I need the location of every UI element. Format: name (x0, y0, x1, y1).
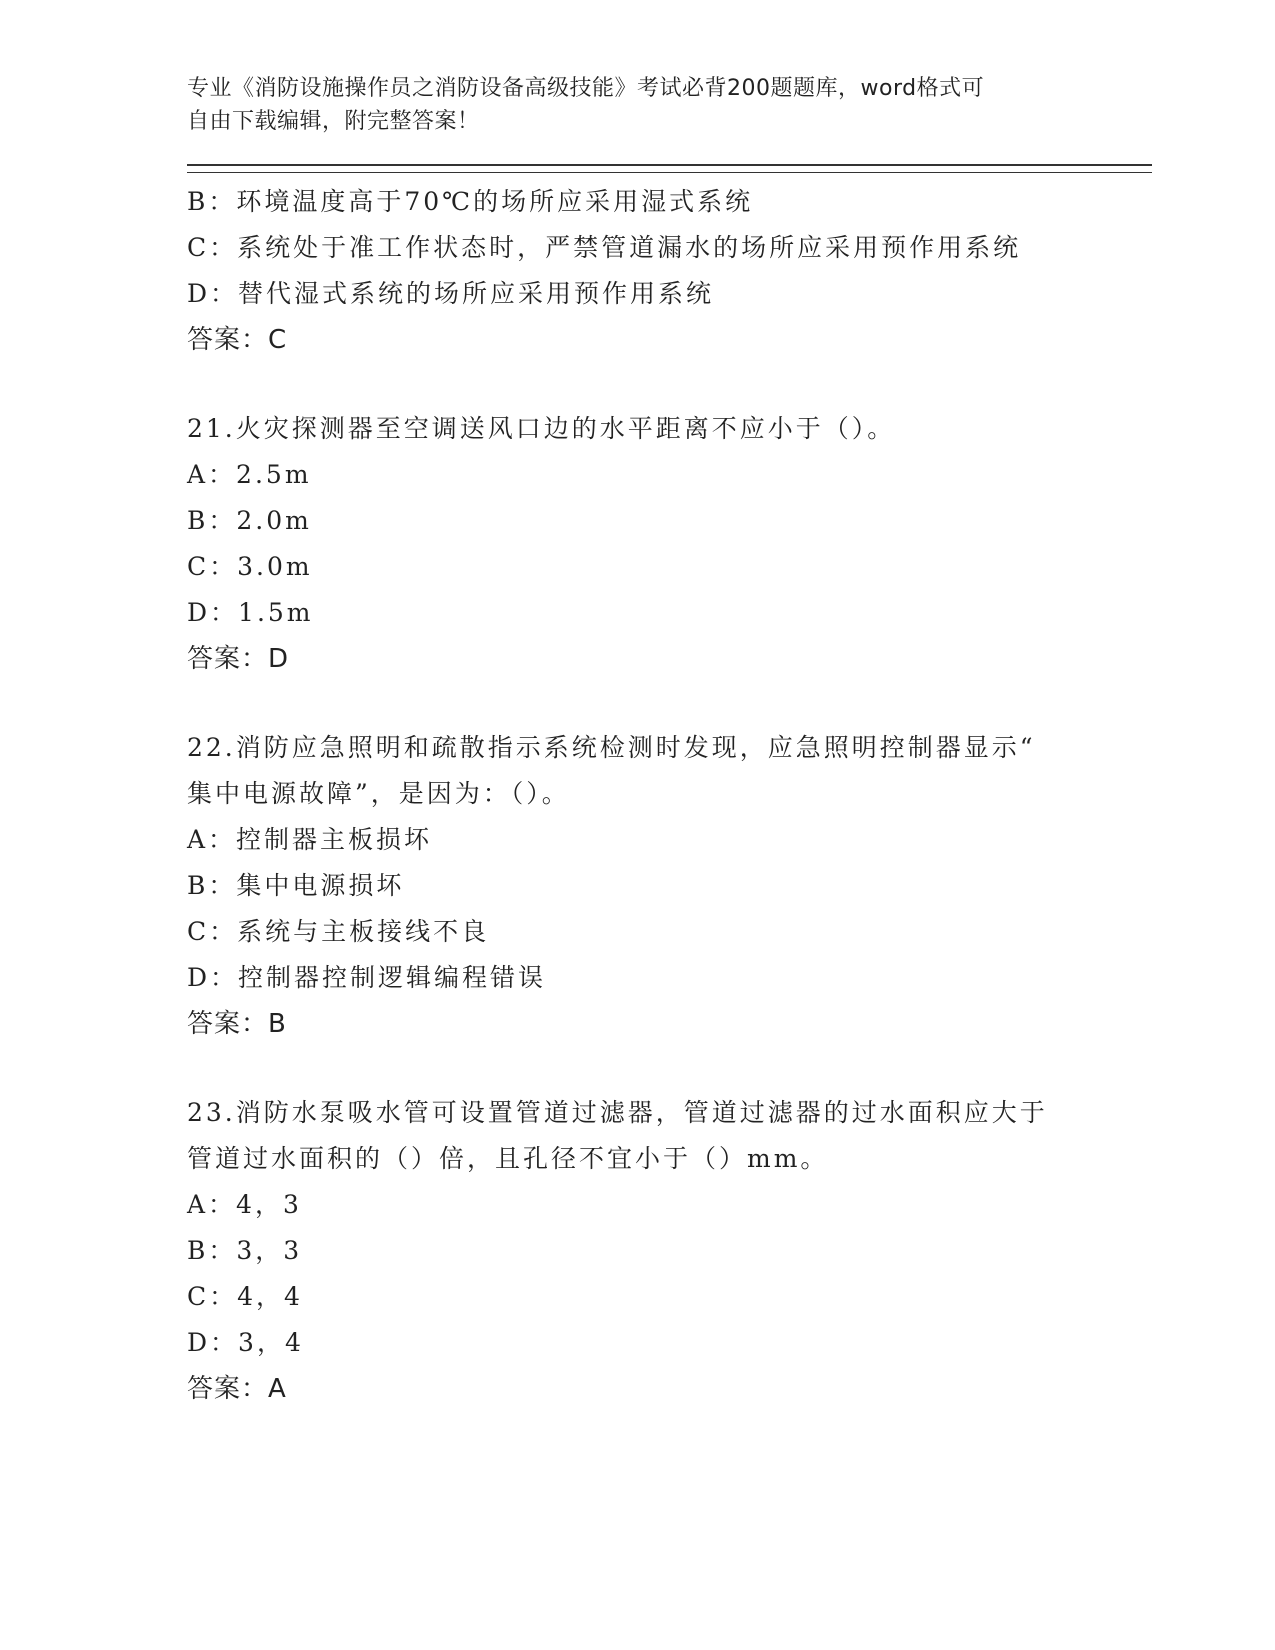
question-stem-line-1: 22.消防应急照明和疏散指示系统检测时发现，应急照明控制器显示“ (187, 733, 1036, 762)
answer-line: 答案：A (187, 1374, 287, 1404)
question-content (187, 179, 1152, 1412)
option-d: D：3，4 (187, 1328, 304, 1357)
option-c: C：系统处于准工作状态时，严禁管道漏水的场所应采用预作用系统 (187, 233, 1022, 262)
option-a: A：控制器主板损坏 (187, 825, 433, 854)
option-b: B：环境温度高于70℃的场所应采用湿式系统 (187, 187, 754, 216)
option-d: D：1.5m (187, 598, 314, 627)
question-23 (187, 1090, 1152, 1412)
option-b: B：3，3 (187, 1236, 303, 1265)
header-divider (187, 164, 1152, 173)
option-b: B：2.0m (187, 506, 312, 535)
answer-line: 答案：C (187, 325, 288, 355)
option-c: C：系统与主板接线不良 (187, 917, 490, 946)
option-c: C：3.0m (187, 552, 313, 581)
question-stem: 21.火灾探测器至空调送风口边的水平距离不应小于（）。 (187, 414, 896, 443)
answer-line: 答案：B (187, 1009, 287, 1039)
document-page (187, 72, 1152, 1412)
answer-line: 答案：D (187, 644, 290, 674)
question-22 (187, 725, 1152, 1047)
continued-question (187, 179, 1152, 363)
question-stem-line-1: 23.消防水泵吸水管可设置管道过滤器，管道过滤器的过水面积应大于 (187, 1098, 1048, 1127)
question-stem-line-2: 管道过水面积的（）倍，且孔径不宜小于（）mm。 (187, 1144, 829, 1173)
option-c: C：4，4 (187, 1282, 303, 1311)
question-21 (187, 406, 1152, 682)
document-title (187, 72, 1067, 138)
option-d: D：控制器控制逻辑编程错误 (187, 963, 547, 992)
title-line-2: 自由下载编辑，附完整答案！ (187, 109, 480, 134)
option-b: B：集中电源损坏 (187, 871, 405, 900)
option-d: D：替代湿式系统的场所应采用预作用系统 (187, 279, 715, 308)
option-a: A：2.5m (187, 460, 312, 489)
question-stem-line-2: 集中电源故障”，是因为：（）。 (187, 779, 570, 808)
option-a: A：4，3 (187, 1190, 302, 1219)
title-line-1: 专业《消防设施操作员之消防设备高级技能》考试必背200题题库，word格式可 (187, 76, 985, 101)
